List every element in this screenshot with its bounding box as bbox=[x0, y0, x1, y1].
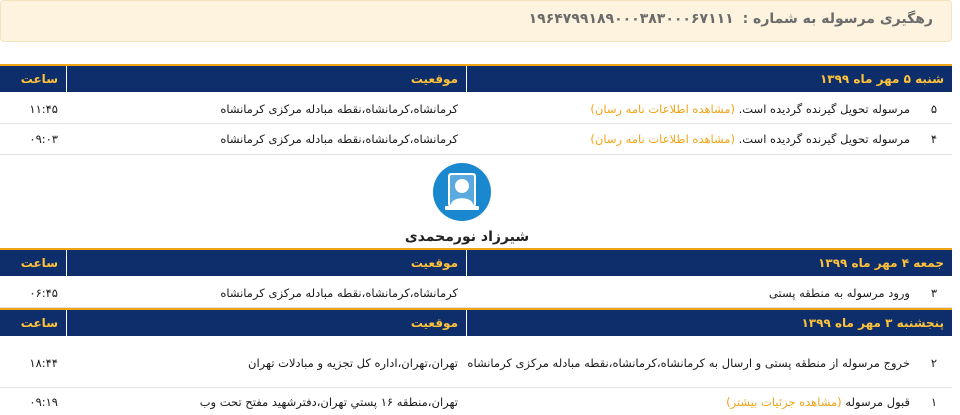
row-status bbox=[466, 394, 922, 410]
row-index: ۵ bbox=[930, 101, 938, 116]
row-status bbox=[466, 101, 922, 117]
tracking-number: ۱۹۶۴۷۹۹۱۸۹۰۰۰۳۸۳۰۰۰۶۷۱۱۱ bbox=[528, 11, 734, 27]
section-date: شنبه ۵ مهر ماه ۱۳۹۹ bbox=[466, 66, 952, 92]
table-row bbox=[0, 124, 952, 155]
table-row bbox=[0, 388, 952, 415]
row-location: کرمانشاه،کرمانشاه،نقطه مبادله مرکزی کرمانشاه bbox=[220, 132, 458, 146]
status-text: ورود مرسوله به منطقه پستی bbox=[768, 285, 910, 300]
row-time: ۱۱:۴۵ bbox=[29, 101, 58, 116]
section-header bbox=[0, 64, 952, 92]
row-index: ۳ bbox=[930, 285, 938, 300]
status-text: مرسوله تحویل گیرنده گردیده است. bbox=[738, 101, 910, 116]
status-text: خروج مرسوله از منطقه پستی و ارسال به کرمانشاه،کرمانشاه،نقطه مبادله مرکزی کرمانشاه bbox=[467, 355, 910, 370]
view-more-details-link[interactable]: (مشاهده جزئیات بیشتر) bbox=[726, 394, 842, 409]
watermark-name: شیرزاد نورمحمدی bbox=[404, 229, 530, 245]
tracking-label: رهگیری مرسوله به شماره : bbox=[742, 11, 933, 27]
section-date: پنجشنبه ۳ مهر ماه ۱۳۹۹ bbox=[466, 310, 952, 336]
section-header bbox=[0, 308, 952, 336]
row-index: ۴ bbox=[930, 132, 938, 146]
row-time: ۰۹:۱۹ bbox=[29, 394, 58, 409]
table-row bbox=[0, 94, 952, 124]
row-time: ۰۶:۴۵ bbox=[29, 285, 58, 300]
row-index: ۱ bbox=[930, 394, 938, 409]
view-postman-info-link[interactable]: (مشاهده اطلاعات نامه رسان) bbox=[590, 132, 735, 146]
row-location: کرمانشاه،کرمانشاه،نقطه مبادله مرکزی کرمانشاه bbox=[220, 285, 458, 300]
user-avatar-icon bbox=[433, 163, 491, 221]
row-status bbox=[466, 355, 922, 371]
tracking-banner bbox=[0, 0, 952, 42]
table-row bbox=[0, 278, 952, 308]
section-header bbox=[0, 248, 952, 276]
time-column-header: ساعت bbox=[20, 72, 58, 86]
table-row bbox=[0, 338, 952, 388]
row-time: ۱۸:۴۴ bbox=[29, 355, 58, 370]
row-status bbox=[466, 131, 922, 147]
row-location: کرمانشاه،کرمانشاه،نقطه مبادله مرکزی کرمانشاه bbox=[220, 101, 458, 116]
status-text: قبول مرسوله bbox=[845, 394, 910, 409]
row-status bbox=[466, 285, 922, 301]
time-column-header: ساعت bbox=[20, 316, 58, 330]
row-location: تهران،منطقه ۱۶ پستي تهران،دفترشهيد مفتح تحت وب bbox=[199, 394, 458, 409]
row-index: ۲ bbox=[930, 355, 938, 370]
location-column-header: موقعیت bbox=[66, 310, 466, 336]
section-date: جمعه ۴ مهر ماه ۱۳۹۹ bbox=[466, 250, 952, 276]
status-text: مرسوله تحویل گیرنده گردیده است. bbox=[738, 132, 910, 146]
row-time: ۰۹:۰۳ bbox=[29, 132, 58, 146]
row-location: تهران،تهران،اداره کل تجزیه و مبادلات تهران bbox=[248, 355, 458, 370]
location-column-header: موقعیت bbox=[66, 250, 466, 276]
view-postman-info-link[interactable]: (مشاهده اطلاعات نامه رسان) bbox=[590, 101, 735, 116]
location-column-header: موقعیت bbox=[66, 66, 466, 92]
time-column-header: ساعت bbox=[20, 256, 58, 270]
